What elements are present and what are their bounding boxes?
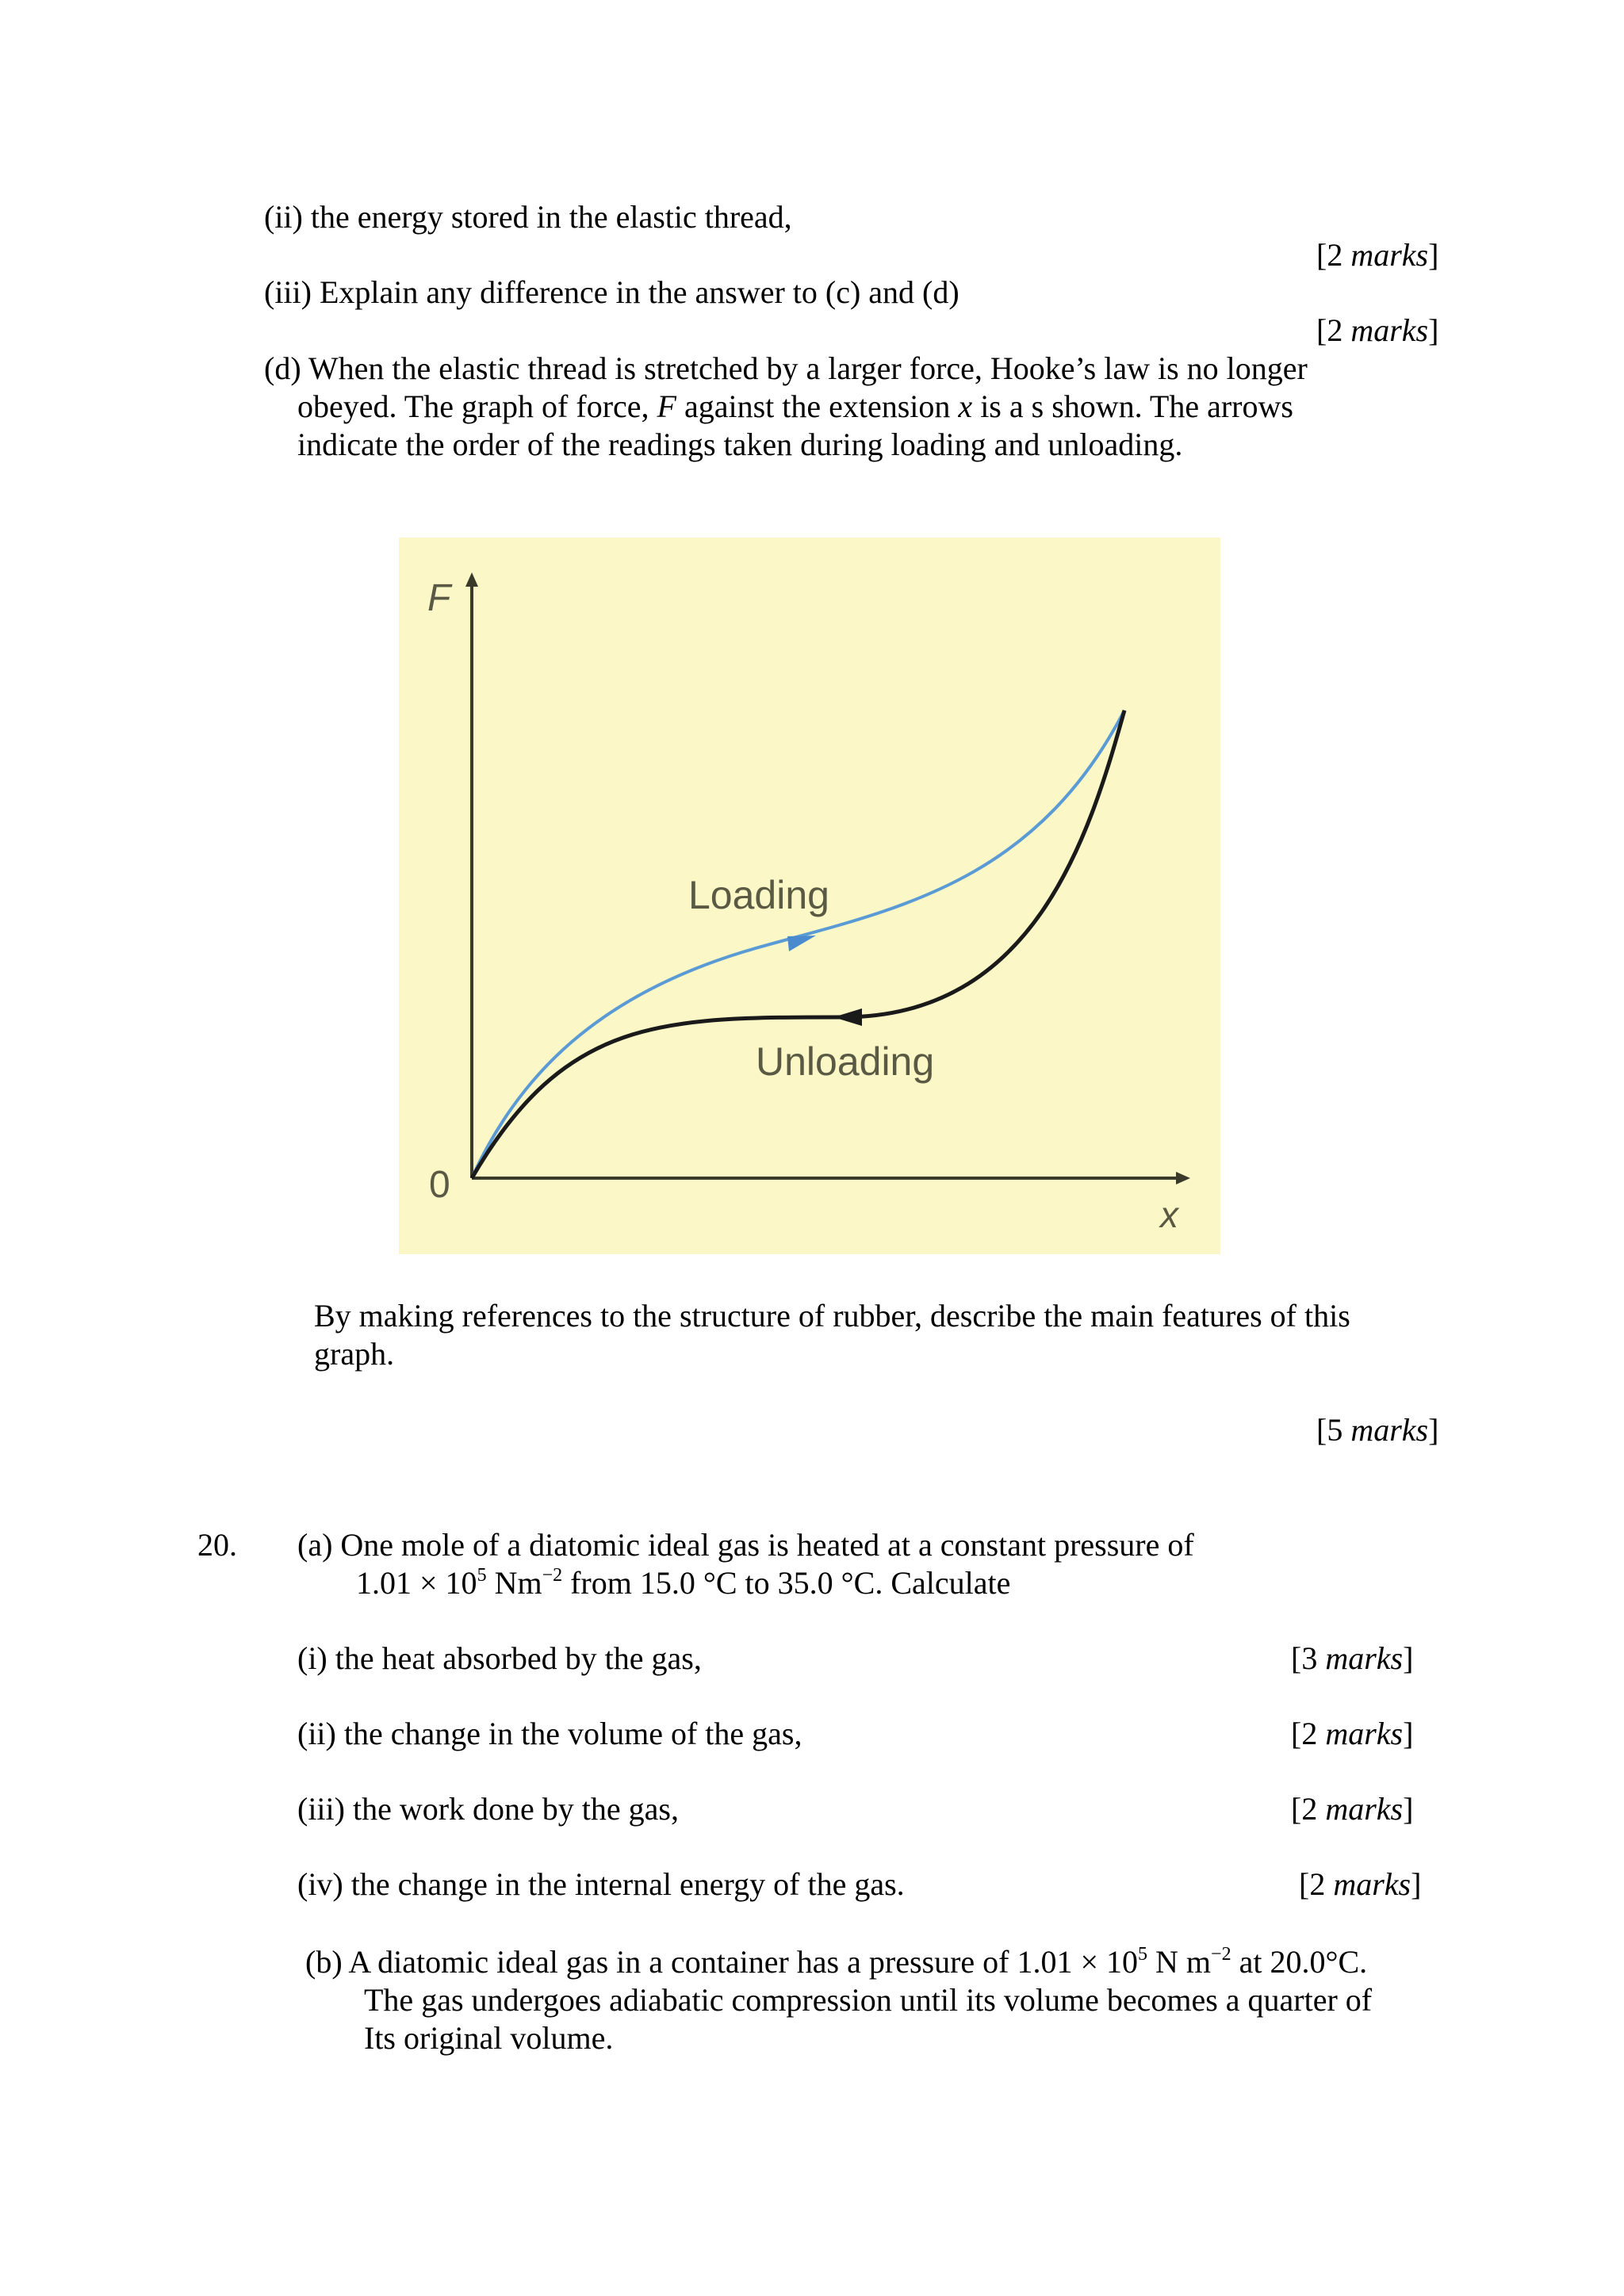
q19-part-iii-marks: [2 marks] [1316,312,1439,348]
q20-part-iii-marks: [2 marks] [1291,1791,1414,1827]
q20-part-b-line3: Its original volume. [364,2020,614,2056]
q20-part-iii-text: (iii) the work done by the gas, [297,1791,679,1827]
q19-describe-line1: By making references to the structure of rubber, describe the main features of this [314,1298,1350,1334]
force-extension-graph [399,538,1220,1254]
x-axis-label: x [1160,1194,1178,1235]
q20-part-iv-marks: [2 marks] [1299,1866,1422,1902]
q20-part-ii-text: (ii) the change in the volume of the gas, [297,1716,802,1751]
q20-part-i-text: (i) the heat absorbed by the gas, [297,1640,702,1676]
loading-label: Loading [688,873,829,917]
q20-part-ii-marks: [2 marks] [1291,1716,1414,1751]
q19-part-ii-marks: [2 marks] [1316,237,1439,273]
unloading-label: Unloading [756,1039,935,1084]
q20-part-iv-text: (iv) the change in the internal energy of the gas. [297,1866,905,1902]
q20-part-i-marks: [3 marks] [1291,1640,1414,1676]
q20-part-a-line2: $1.01 \times 10^5$ $Nm^{-2}$ from 15.0 °C to 35.0 °C. Calculate [356,1565,1011,1601]
q19-part-d-line2: obeyed. The graph of force, F against the extension x is a s shown. The arrows [297,388,1293,424]
q19-part-d-line3: indicate the order of the readings taken during loading and unloading. [297,427,1183,462]
q20-part-b-line2: The gas undergoes adiabatic compression until its volume becomes a quarter of [364,1982,1373,2018]
graph-svg [399,538,1220,1254]
q20-part-a-line1: (a) One mole of a diatomic ideal gas is heated at a constant pressure of [297,1527,1194,1563]
q20-number: 20. [197,1527,237,1563]
q19-part-ii-text: (ii) the energy stored in the elastic thread, [264,199,792,235]
q20-part-b-line1: (b) A diatomic ideal gas in a container has a pressure of $1.01 \times 10^5$ N $m^{-2}$ at 20.0°C. [305,1944,1368,1980]
y-axis-label: F [427,577,451,619]
q19-part-d-line1: (d) When the elastic thread is stretched by a larger force, Hooke’s law is no longer [264,350,1308,386]
origin-label: 0 [429,1164,450,1206]
q19-describe-line2: graph. [314,1336,395,1372]
q19-part-iii-text: (iii) Explain any difference in the answer to (c) and (d) [264,274,959,310]
q19-describe-marks: [5 marks] [1316,1412,1439,1448]
